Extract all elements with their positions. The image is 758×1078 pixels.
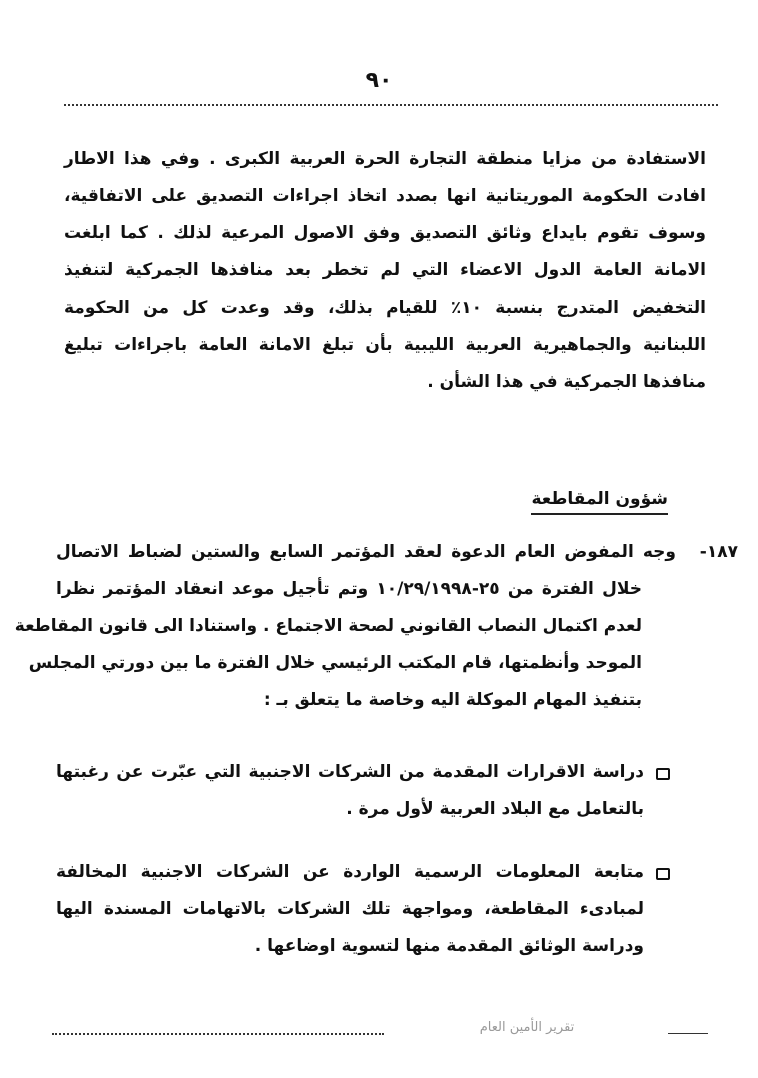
paragraph-line: الاستفادة من مزايا منطقة التجارة الحرة العربية الكبرى . وفي هذا الاطار — [64, 149, 706, 169]
paragraph-line: الامانة العامة الدول الاعضاء التي لم تخطر بعد منافذها الجمركية لتنفيذ — [64, 260, 706, 280]
square-bullet-icon — [656, 868, 670, 880]
item-line: خلال الفترة من ٢٥-١٠/٢٩/١٩٩٨ وتم تأجيل موعد انعقاد المؤتمر نظرا — [56, 579, 642, 599]
bullet-line: ودراسة الوثائق المقدمة منها لتسوية اوضاعها . — [254, 936, 644, 956]
item-line: الموحد وأنظمتها، قام المكتب الرئيسي خلال الفترة ما بين دورتي المجلس — [28, 653, 642, 673]
footer-dash — [668, 1033, 708, 1034]
paragraph-line: اللبنانية والجماهيرية العربية الليبية بأن تبلغ الامانة العامة باجراءات تبليغ — [64, 335, 706, 355]
bullet-line: متابعة المعلومات الرسمية الواردة عن الشركات الاجنبية المخالفة — [56, 862, 644, 882]
footer-label: تقرير الأمين العام — [479, 1020, 575, 1035]
item-number: ١٨٧- — [699, 542, 738, 562]
square-bullet-icon — [656, 768, 670, 780]
bullet-line: بالتعامل مع البلاد العربية لأول مرة . — [346, 799, 644, 819]
bullet-line: دراسة الاقرارات المقدمة من الشركات الاجنبية التي عبّرت عن رغبتها — [56, 762, 644, 782]
footer-divider — [52, 1033, 384, 1035]
section-heading: شؤون المقاطعة — [531, 487, 668, 515]
header-divider — [64, 104, 718, 106]
paragraph-line: افادت الحكومة الموريتانية انها بصدد اتخاذ اجراءات التصديق على الاتفاقية، — [64, 186, 706, 206]
paragraph-line: التخفيض المتدرج بنسبة ١٠٪ للقيام بذلك، وقد وعدت كل من الحكومة — [64, 298, 706, 318]
item-line: بتنفيذ المهام الموكلة اليه وخاصة ما يتعلق بـ : — [263, 690, 642, 710]
page-number: ٩٠ — [365, 68, 393, 93]
item-line: لعدم اكتمال النصاب القانوني لصحة الاجتماع . واستنادا الى قانون المقاطعة — [14, 616, 642, 636]
bullet-line: لمبادىء المقاطعة، ومواجهة تلك الشركات بالاتهامات المسندة اليها — [56, 899, 644, 919]
item-line: وجه المفوض العام الدعوة لعقد المؤتمر السابع والستين لضباط الاتصال — [56, 542, 676, 562]
paragraph-line: منافذها الجمركية في هذا الشأن . — [427, 372, 706, 392]
paragraph-line: وسوف تقوم بايداع وثائق التصديق وفق الاصول المرعية لذلك . كما ابلغت — [64, 223, 706, 243]
